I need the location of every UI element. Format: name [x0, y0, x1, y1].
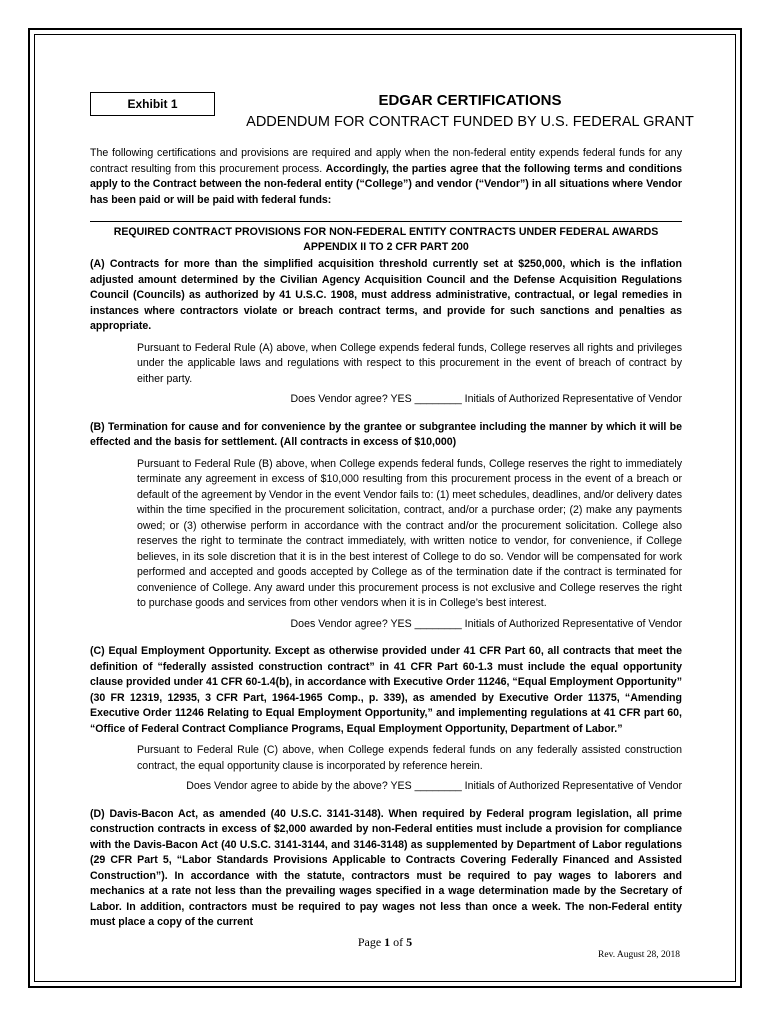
provision-c-agreement-line: Does Vendor agree to abide by the above? YES ________ Initials of Authorized Representative of Vendor	[186, 780, 682, 792]
document-body	[90, 146, 682, 931]
provision-c-body: Pursuant to Federal Rule (C) above, when College expends federal funds on any federally assisted construction contract, the equal opportunity clause is incorporated by reference herein.	[137, 744, 682, 772]
page-current: 1	[384, 935, 391, 949]
provision-a-agreement-line: Does Vendor agree? YES ________ Initials of Authorized Representative of Vendor	[290, 393, 682, 405]
revision-date: Rev. August 28, 2018	[598, 950, 680, 960]
page-of: of	[390, 935, 407, 949]
provision-c-heading: (C) Equal Employment Opportunity. Except as otherwise provided under 41 CFR Part 60, all contracts that meet the definition of “federally assisted construction contract” in 41 CFR Part 60-1.3 must include the equal opportunity clause provided under 41 CFR 60-1.4(b), in accordance with Executive Order 11246, “Equal Employment Opportunity” (30 FR 12319, 12935, 3 CFR Part, 1964-1965 Comp., p. 339), as amended by Executive Order 11375, “Amending Executive Order 11246 Relating to Equal Employment Opportunity,” and implementing regulations at 41 CFR part 60, “Office of Federal Contract Compliance Programs, Equal Employment Opportunity, Department of Labor.”	[90, 645, 682, 735]
section-heading-line-2: APPENDIX II TO 2 CFR PART 200	[303, 241, 469, 253]
provision-b-agreement-line: Does Vendor agree? YES ________ Initials of Authorized Representative of Vendor	[290, 617, 682, 630]
intro-plain-text: The following certifications and provisions are required and apply when the non-federal entity expends federal funds for any contract resulting from this procurement process.	[90, 147, 682, 175]
section-divider	[90, 221, 682, 222]
provision-a-body: Pursuant to Federal Rule (A) above, when College expends federal funds, College reserves all rights and privileges under the applicable laws and regulations with respect to this procurement in the event of breach of contract by either party.	[137, 341, 682, 385]
section-heading	[90, 225, 682, 255]
provision-b-body: Pursuant to Federal Rule (B) above, when College expends federal funds, College reserves the right to immediately terminate any agreement in excess of $10,000 resulting from this procurement process in the event of a breach or default of the agreement by Vendor in the event Vendor fails to: (1) meet schedules, deadlines, and/or delivery dates within the time specified in the procurement solicitation, contract, and/or a purchase order; (2) make any payments owed; or (3) otherwise perform in accordance with the contract and/or the procurement solicitation. College also reserves the right to terminate the contract immediately, with written notice to vendor, for convenience, if College believes, in its sole discretion that it is in the best interest of College to do so. Vendor will be compensated for work performed and accepted and goods accepted by College as of the termination date if the contract is terminated for convenience of College. Any award under this procurement process is not exclusive and College reserves the right to purchase goods and services from other vendors when it is in College’s best interest.	[137, 457, 682, 609]
page-number	[0, 935, 770, 950]
provision-b-heading: (B) Termination for cause and for convenience by the grantee or subgrantee including the manner by which it will be effected and the basis for settlement. (All contracts in excess of $10,000)	[90, 420, 682, 448]
document-title: EDGAR CERTIFICATIONS	[378, 92, 562, 109]
provision-b	[90, 420, 682, 633]
provision-a-heading: (A) Contracts for more than the simplified acquisition threshold currently set at $250,000, which is the inflation adjusted amount determined by the Civilian Agency Acquisition Council and the Defense Acquisition Regulations Council (Councils) as authorized by 41 U.S.C. 1908, must address administrative, contractual, or legal remedies in instances where contractors violate or breach contract terms, and provide for such sanctions and penalties as appropriate.	[90, 258, 682, 332]
provision-a	[90, 257, 682, 408]
intro-bold-text: Accordingly, the parties agree that the following terms and conditions apply to the Contract between the non-federal entity (“College”) and vendor (“Vendor”) in all situations where Vendor has been paid or will be paid with federal funds:	[90, 162, 682, 206]
intro-paragraph	[90, 146, 682, 208]
provision-c	[90, 644, 682, 795]
document-subtitle: ADDENDUM FOR CONTRACT FUNDED BY U.S. FEDERAL GRANT	[246, 114, 694, 130]
section-heading-line-1: REQUIRED CONTRACT PROVISIONS FOR NON-FEDERAL ENTITY CONTRACTS UNDER FEDERAL AWARDS	[113, 226, 659, 238]
page-prefix: Page	[357, 935, 385, 949]
page-total: 5	[406, 935, 413, 949]
provision-d	[90, 807, 682, 931]
provision-d-heading: (D) Davis-Bacon Act, as amended (40 U.S.C. 3141-3148). When required by Federal program legislation, all prime construction contracts in excess of $2,000 awarded by non-Federal entities must include a provision for compliance with the Davis-Bacon Act (40 U.S.C. 3141-3144, and 3146-3148) as supplemented by Department of Labor regulations (29 CFR Part 5, “Labor Standards Provisions Applicable to Contracts Covering Federally Financed and Assisted Construction”). In accordance with the statute, contractors must be required to pay wages to laborers and mechanics at a rate not less than the prevailing wages specified in a wage determination made by the Secretary of Labor. In addition, contractors must be required to pay wages not less than once a week. The non-Federal entity must place a copy of the current	[90, 807, 682, 928]
exhibit-label: Exhibit 1	[90, 92, 215, 116]
